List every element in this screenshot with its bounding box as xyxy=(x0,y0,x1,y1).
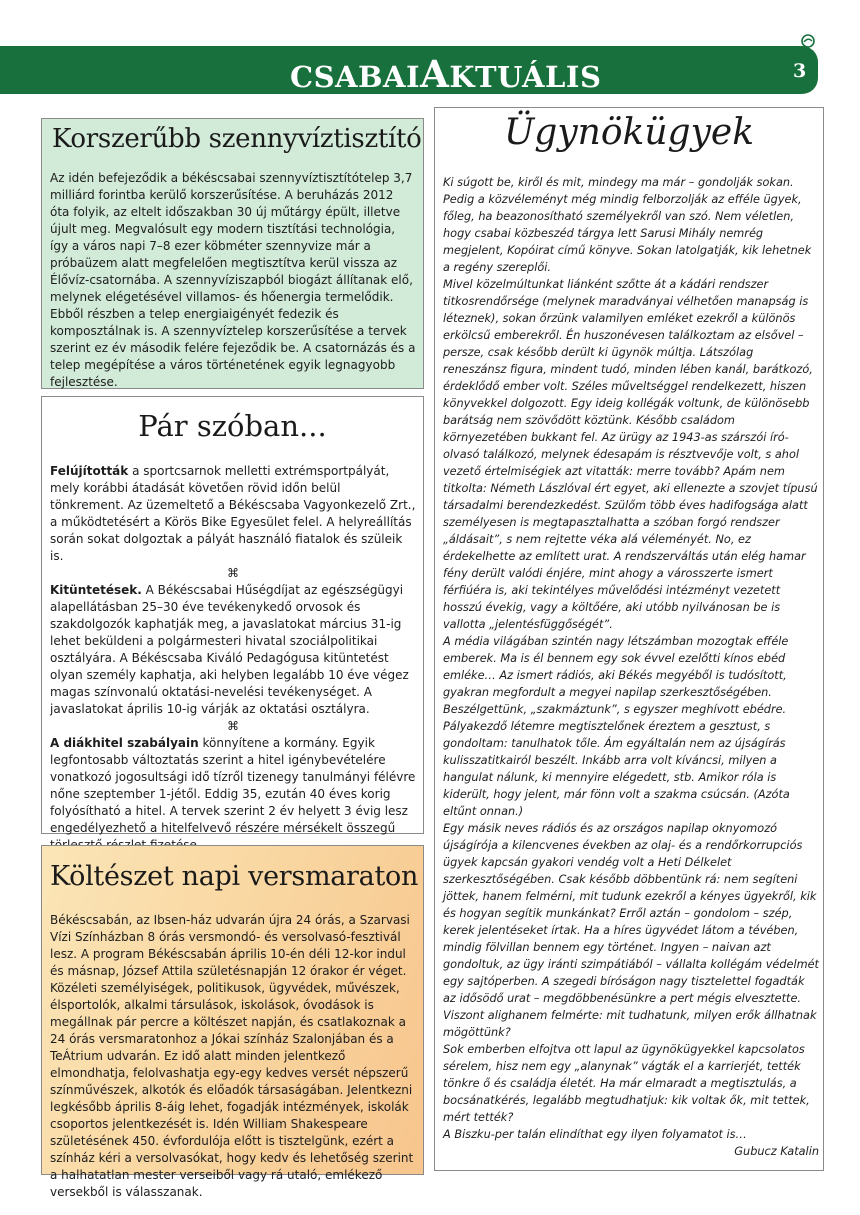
article-paragraph: Sok emberben elfojtva ott lapul az ügynökügyekkel kapcsolatos sérelem, hisz nem egy „alanynak” vágták el a karrierjét, tették tönkre ő és családja életét. Ha már elmaradt a megtisztulás, a bocsánatkérés, legalább megtudhatjuk: kik voltak ők, mit tettek, mért tették? xyxy=(443,1043,810,1124)
news-item xyxy=(50,463,416,565)
article-body xyxy=(50,463,416,854)
article-paragraph: Ki súgott be, kiről és mit, mindegy ma már – gondolják sokan. Pedig a közvéleményt még mindig felborzolják az efféle ügyek, főleg, ha beazonosítható személyekről van szó. Nem véletlen, hogy csabai közbeszéd tárgya lett Sarusi Mihály nemrég megjelent, Kopóirat című könyve. Sokan latolgatják, kik lehetnek a regény szereplői. xyxy=(443,176,812,274)
news-item-lead: Kitüntetések. xyxy=(50,583,142,597)
separator-icon: ⌘ xyxy=(227,566,239,580)
article-paragraph: Egy másik neves rádiós és az országos napilap oknyomozó újságírója a kilencvenes években az olaj- és a rendőrkorrupciós ügyek kapcsán gyakori vendég volt a Heti Délkelet szerkesztőségében. Csak később döbbentünk rá: nem segíteni jöttek, hanem felmérni, mit tudunk ezekről a kényes ügyekről, kik és hogyan segítik munkánkat? Erről aztán – gondolom – szép, kerek jelentéseket írtak. Ha a híres ügyvédet látom a tévében, mindig fölvillan bennem egy történet. Ingyen – naivan azt gondoltuk, az ügy iránti szimpátiából – vállalta kollégám védelmét egy sajtóperben. A szegedi bíróságon nagy tisztelettel fogadták az idősödő urat – megdöbbenésünkre a pert mégis elvesztette. Viszont alighanem felmérte: mit tudhatunk, milyen erők állhatnak mögöttünk? xyxy=(443,822,819,1039)
news-item-text: a sportcsarnok melletti extrémsportpályát, mely korábbi átadását követően rövid időn belül tönkrement. Az üzemeltető a Békéscsaba Vagyonkezelő Zrt., a működtetésért a Körös Bike Egyesület felel. A helyreállítás során sokat dolgoztak a pályát használó fiatalok és szüleik is. xyxy=(50,464,416,563)
masthead-title xyxy=(290,52,601,94)
article-paragraph: Békéscsabán, az Ibsen-ház udvarán újra 24 órás, a Szarvasi Vízi Színházban 8 órás versmondó- és versolvasó-fesztivál lesz. A program Békéscsabán április 10-én déli 12-kor indul és másnap, József Attila születésnapján 12 órakor ér véget. Közéleti személyiségek, politikusok, ügyvédek, művészek, élsportolók, alkalmi társulások, iskolások, óvodások is megállnak pár percre a költészet napján, és csatlakoznak a 24 órás versmaratonhoz a Jókai színház Szalonjában és a TeÁtrium udvarán. Ez idő alatt minden jelentkező elmondhatja, felolvashatja egy-egy kedves versét népszerű színművészek, alkotók és előadók társaságában. Jelentkezni legkésőbb április 8-áig lehet, fogadják intézmények, iskolák csoportos jelentkezését is. Idén William Shakespeare születésének 450. évfordulója előtt is tisztelgünk, ezért a színház kéri a versolvasókat, hogy kedv és lehetőség szerint a halhatatlan mester verseiből vagy rá utaló, emlékező versekből is válasszanak. xyxy=(50,913,414,1199)
article-paragraph: Az idén befejeződik a békéscsabai szennyvíztisztítótelep 3,7 milliárd forintba kerülő korszerűsítése. A beruházás 2012 óta folyik, az eltelt időszakban 30 új műtárgy épült, illetve újult meg. Megvalósult egy modern tisztítási technológia, így a város napi 7–8 ezer köbméter szennyvize már a próbaüzem alatt megfelelően megtisztítva kerül vissza az Élővíz-csatornába. A szennyvíziszapból biogázt állítanak elő, melynek elégetésével villamos- és hőenergia termelődik. Ebből részben a telep energiaigényét fedezik és komposztálnak is. A szennyvíztelep korszerűsítése a tervek szerint ez év második felére fejeződik be. A csatornázás és a telep megépítése a város történetének egyik legnagyobb fejlesztése. xyxy=(50,171,416,389)
article-ugynokugyek xyxy=(434,107,824,1171)
separator-icon: ⌘ xyxy=(227,719,239,733)
article-title: Korszerűbb szennyvíztisztító xyxy=(52,124,422,154)
news-item-lead: A diákhitel szabályain xyxy=(50,736,199,750)
masthead-part3: KTUÁLIS xyxy=(449,60,602,94)
article-title: Ügynökügyek xyxy=(503,112,755,153)
news-item xyxy=(50,735,416,854)
article-author: Gubucz Katalin xyxy=(734,1145,819,1158)
article-body xyxy=(443,174,819,1160)
news-item xyxy=(50,582,416,718)
article-body xyxy=(50,170,416,391)
article-title: Költészet napi versmaraton xyxy=(50,861,419,892)
article-paragraph: Mivel közelmúltunkat liánként szőtte át a kádári rendszer titkosrendőrsége (melynek maradványai vélhetően manapság is léteznek), sokan őrzünk valamilyen emléket ezekről a különös erkölcsű emberekről. Én huszonévesen találkoztam az elsővel – persze, csak később derült ki ügynök múltja. Látszólag reneszánsz figura, mindent tudó, minden lében kanál, barátkozó, érdeklődő ember volt. Széles műveltséggel rendelkezett, hiszen könyvekkel dolgozott. Egy ideig kollégák voltunk, de különösebb barátság nem szövődött köztünk. Később családom környezetében bukkant fel. Az ürügy az 1943-as szárszói író-olvasó találkozó, melynek édesapám is résztvevője volt, s ahol vezető értelmiségiek azt vitatták: merre tovább? Apám nem titkolta: Németh Lászlóval ért egyet, aki ellenezte a szovjet típusú társadalmi berendezkedést. Szülőm több éves hadifogsága alatt személyesen is megtapasztalhatta a szóban forgó rendszer „áldásait”, s nem rejtette véka alá véleményét. No, ez érdekelhette az említett urat. A rendszerváltás után elég hamar fény derült valódi énjére, mint ahogy a városszerte ismert férfiúéra is, aki tekintélyes művelődési intézményt vezetett hosszú évekig, vagy a költőére, aki utóbb nyilvánosan be is vallotta „jelentésfüggőségét”. xyxy=(443,278,818,631)
masthead-part1: CSABAI xyxy=(290,60,421,94)
article-title: Pár szóban... xyxy=(138,409,327,443)
article-paragraph: A Biszku-per talán elindíthat egy ilyen folyamatot is… xyxy=(443,1128,747,1141)
page-number: 3 xyxy=(793,60,807,82)
news-item-text: A Békéscsabai Hűségdíjat az egészségügyi alapellátásban 25–30 éve tevékenykedő orvosok és szakdolgozók kaphatják meg, a javaslatokat március 31-ig lehet beküldeni a polgármesteri hivatal szociálpolitikai osztályára. A Békéscsaba Kiváló Pedagógusa kitüntetést olyan személy kaphatja, aki helyben legalább 10 éve végez magas színvonalú oktatási-nevelési tevékenységet. A javaslatokat április 10-ig várják az oktatási osztályra. xyxy=(50,583,409,716)
article-body xyxy=(50,912,416,1201)
news-item-lead: Felújították xyxy=(50,464,129,478)
article-szennyviz xyxy=(41,118,424,389)
article-paragraph: A média világában szintén nagy létszámban mozogtak efféle emberek. Ma is él bennem egy sok évvel ezelőtti kínos ebéd emléke… Az ismert rádiós, aki Békés megyéből is tudósított, gyakran megfordult a megyei napilap szerkesztőségében. Beszélgettünk, „szakmáztunk”, s egyszer meghívott ebédre. Pályakezdő létemre megtisztelőnek éreztem a gesztust, s gondoltam: tanulhatok tőle. Ám egyáltalán nem az újságírás kulisszatitkairól beszélt. Inkább arra volt kíváncsi, milyen a hangulat nálunk, ki mennyire elégedett, stb. Amikor róla is kiderült, hogy jelent, már fönn volt a szakma csúcsán. (Azóta eltűnt onnan.) xyxy=(443,635,790,818)
article-kolteszet xyxy=(41,845,424,1199)
masthead-part2: A xyxy=(420,52,450,96)
news-item-text: könnyítene a kormány. Egyik legfontosabb változtatás szerint a hitel igénybevételére vonatkozó jogosultsági idő tízről tizenegy tanulmányi félévre nőne szeptember 1-jétől. Eddig 35, ezután 40 éves korig folyósítható a hitel. A tervek szerint 2 év helyett 3 évig lesz engedélyezhető a hitelfelvevő részére mérsékelt összegű xyxy=(50,736,416,835)
swirl-logo-icon xyxy=(800,33,816,49)
article-par-szoban xyxy=(41,396,424,834)
